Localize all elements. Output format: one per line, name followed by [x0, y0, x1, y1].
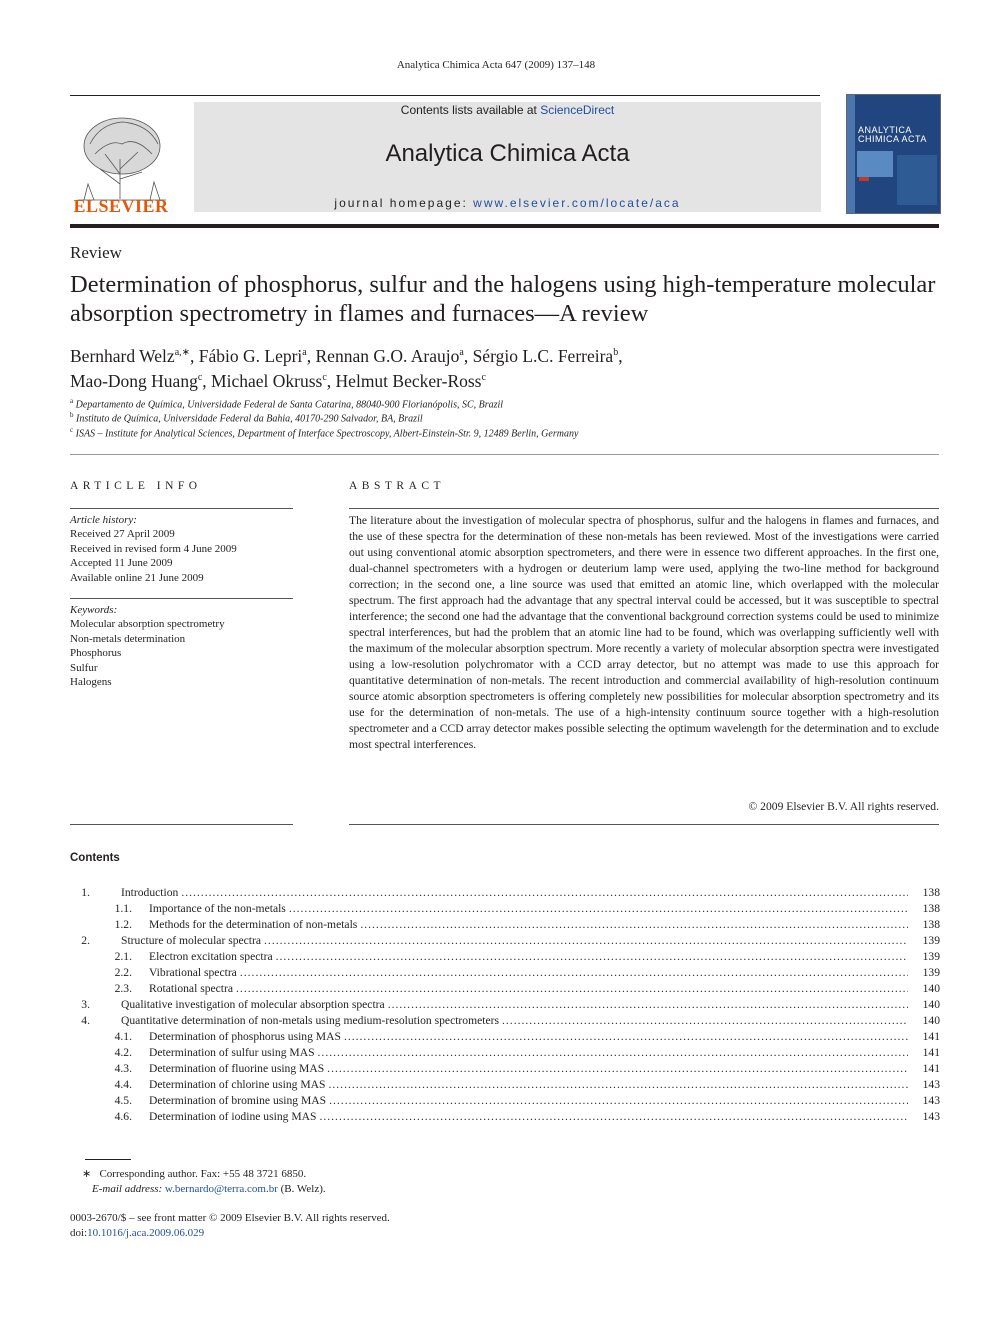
author-separator: , [618, 345, 623, 366]
toc-number: 1. [81, 886, 90, 899]
toc-title: Importance of the non-metals [149, 902, 286, 915]
toc-entry[interactable] [70, 917, 940, 933]
toc-title: Quantitative determination of non-metals using medium-resolution spectrometers [121, 1014, 499, 1027]
homepage-prefix: journal homepage: [334, 196, 474, 210]
contents-availability [194, 103, 821, 117]
author-separator: , [202, 370, 212, 391]
keyword: Halogens [70, 676, 112, 689]
journal-name: Analytica Chimica Acta [385, 140, 630, 167]
toc-title: Structure of molecular spectra [121, 934, 262, 947]
email-link[interactable]: w.bernardo@terra.com.br [164, 1182, 278, 1195]
author-affiliation-marker: c [322, 371, 327, 383]
author-affiliation-marker: a [459, 347, 464, 358]
toc-entry[interactable] [70, 1045, 940, 1061]
history-item: Received in revised form 4 June 2009 [70, 542, 237, 555]
toc-number: 2.3. [114, 982, 132, 995]
author-separator: , [190, 345, 199, 366]
author-affiliation-marker: a [302, 347, 307, 358]
toc-leader-dots [360, 917, 908, 933]
affiliation-a [70, 397, 503, 410]
toc-page-number: 143 [922, 1094, 940, 1107]
copyright-notice: © 2009 Elsevier B.V. All rights reserved. [748, 800, 939, 813]
toc-page-number: 138 [922, 902, 940, 915]
toc-number: 2.1. [114, 950, 132, 963]
toc-entry[interactable] [70, 981, 940, 997]
toc-page-number: 143 [922, 1078, 940, 1091]
elsevier-wordmark: ELSEVIER [73, 196, 169, 216]
toc-page-number: 140 [922, 982, 940, 995]
toc-leader-dots [328, 1077, 908, 1093]
toc-page-number: 138 [922, 918, 940, 931]
author-separator: , [306, 345, 316, 366]
author-list [70, 342, 940, 392]
footnote [70, 1167, 670, 1197]
cover-title [858, 126, 936, 144]
keyword: Non-metals determination [70, 632, 186, 645]
author-name: Sérgio L.C. Ferreira [472, 345, 614, 366]
footnote-rule [85, 1159, 131, 1160]
toc-page-number: 139 [922, 966, 940, 979]
toc-title: Determination of phosphorus using MAS [149, 1030, 341, 1043]
toc-number: 4.3. [114, 1062, 132, 1075]
journal-homepage [194, 196, 821, 210]
toc-number: 1.1. [114, 902, 132, 915]
front-matter-line: 0003-2670/$ – see front matter © 2009 Elsevier B.V. All rights reserved. [70, 1212, 390, 1224]
toc-title: Determination of iodine using MAS [149, 1110, 317, 1123]
affiliation-marker: a [70, 397, 74, 405]
abstract-heading: ABSTRACT [349, 480, 446, 492]
contents-heading: Contents [70, 852, 120, 864]
author-affiliation-marker: c [481, 371, 486, 383]
email-note [70, 1182, 670, 1197]
affiliation-text: Instituto de Química, Universidade Federal da Bahia, 40170-290 Salvador, BA, Brazil [76, 413, 423, 425]
cover-art-icon [847, 95, 940, 213]
toc-leader-dots [329, 1093, 908, 1109]
author-name: Helmut Becker-Ross [335, 370, 482, 391]
doi-label: doi: [70, 1227, 88, 1239]
toc-entry[interactable] [70, 949, 940, 965]
toc-entry[interactable] [70, 1077, 940, 1093]
toc-title: Determination of fluorine using MAS [149, 1062, 325, 1075]
toc-leader-dots [236, 981, 908, 997]
keyword: Phosphorus [70, 647, 122, 660]
corresponding-author-note [70, 1167, 670, 1182]
article-type: Review [70, 243, 122, 262]
toc-entry[interactable] [70, 885, 940, 901]
affiliation-marker: c [70, 426, 74, 434]
toc-leader-dots [502, 1013, 908, 1029]
toc-entry[interactable] [70, 1013, 940, 1029]
author-name: Fábio G. Lepri [198, 345, 303, 366]
toc-title: Introduction [121, 886, 179, 899]
affiliation-marker: b [70, 411, 74, 419]
info-rule [70, 824, 293, 825]
homepage-link[interactable]: www.elsevier.com/locate/aca [473, 196, 681, 210]
header-rule [70, 95, 820, 96]
toc-leader-dots [276, 949, 908, 965]
toc-entry[interactable] [70, 965, 940, 981]
footnote-marker: ∗ [82, 1168, 92, 1180]
toc-page-number: 140 [922, 1014, 940, 1027]
author-name: Bernhard Welz [70, 345, 175, 366]
info-rule [70, 598, 293, 599]
toc-leader-dots [388, 997, 908, 1013]
article-history [70, 513, 295, 585]
email-label: E-mail address: [92, 1182, 163, 1195]
toc-entry[interactable] [70, 1109, 940, 1125]
toc-number: 3. [81, 998, 90, 1011]
toc-page-number: 140 [922, 998, 940, 1011]
author-name: Michael Okruss [211, 370, 323, 391]
keyword: Molecular absorption spectrometry [70, 618, 225, 631]
toc-page-number: 139 [922, 934, 940, 947]
toc-title: Determination of chlorine using MAS [149, 1078, 326, 1091]
affiliation-b [70, 411, 423, 424]
history-label: Article history: [70, 514, 137, 526]
affiliation-text: ISAS – Institute for Analytical Sciences, Department of Interface Spectroscopy, Albert-Einstein-Str. 9, 12489 Berlin, Germany [75, 428, 579, 440]
affiliation-c [70, 426, 578, 439]
contents-prefix: Contents lists available at [400, 103, 541, 117]
info-rule [70, 508, 293, 509]
toc-entry[interactable] [70, 901, 940, 917]
toc-entry[interactable] [70, 1029, 940, 1045]
toc-leader-dots [181, 885, 908, 901]
masthead-rule [70, 224, 939, 228]
toc-page-number: 141 [922, 1062, 940, 1075]
abstract-rule [349, 508, 939, 509]
toc-page-number: 141 [922, 1046, 940, 1059]
toc-entry[interactable] [70, 933, 940, 949]
corresponding-text: Corresponding author. Fax: +55 48 3721 6850. [99, 1168, 307, 1180]
doi-line [70, 1226, 670, 1241]
doi-link[interactable]: 10.1016/j.aca.2009.06.029 [87, 1227, 205, 1239]
abstract-rule [349, 824, 939, 825]
toc-title: Vibrational spectra [149, 966, 237, 979]
toc-number: 4.4. [114, 1078, 132, 1091]
journal-cover-thumbnail [846, 94, 941, 214]
toc-leader-dots [327, 1061, 908, 1077]
toc-number: 2.2. [114, 966, 132, 979]
toc-title: Methods for the determination of non-metals [149, 918, 358, 931]
toc-page-number: 139 [922, 950, 940, 963]
history-item: Available online 21 June 2009 [70, 571, 204, 584]
author-separator: , [463, 345, 473, 366]
toc-entry[interactable] [70, 1093, 940, 1109]
affiliation-text: Departamento de Química, Universidade Federal de Santa Catarina, 88040-900 Florianópolis, SC, Brazil [75, 399, 504, 411]
history-item: Accepted 11 June 2009 [70, 557, 173, 570]
toc-entry[interactable] [70, 1061, 940, 1077]
keywords [70, 603, 295, 689]
toc-number: 4.5. [114, 1094, 132, 1107]
toc-entry[interactable] [70, 997, 940, 1013]
toc-leader-dots [264, 933, 908, 949]
toc-number: 4.6. [114, 1110, 132, 1123]
toc-title: Rotational spectra [149, 982, 234, 995]
author-affiliation-marker: b [613, 347, 619, 358]
table-of-contents [70, 885, 940, 1125]
toc-number: 1.2. [114, 918, 132, 931]
toc-leader-dots [289, 901, 908, 917]
sciencedirect-link[interactable]: ScienceDirect [540, 103, 615, 117]
keyword: Sulfur [70, 661, 98, 674]
toc-number: 4.1. [114, 1030, 132, 1043]
email-suffix: (B. Welz). [277, 1182, 326, 1195]
author-affiliation-marker: c [197, 371, 203, 383]
imprint [70, 1211, 670, 1241]
toc-title: Determination of sulfur using MAS [149, 1046, 315, 1059]
author-affiliation-marker: a,∗ [174, 347, 191, 358]
affiliation-rule [70, 454, 939, 455]
toc-title: Determination of bromine using MAS [149, 1094, 327, 1107]
abstract-text: The literature about the investigation of molecular spectra of phosphorus, sulfur and the halogens in flames and furnaces, and the use of these spectra for the determination of these non-metals has been reviewed. Most of the investigations were carried out using conventional atomic absorption spectrometers, and there were in essence two different approaches. In the first one, dual-channel spectrometers with a hydrogen or deuterium lamp were used, applying the two-line method for background correction; in the second one, a line source was used that emitted an atomic line, which overlapped with the molecular spectrum. The first approach had the advantage that any spectral interval could be accessed, but it was susceptible to spectral interference; the second one had the advantage that the conventional background correction systems could be used to minimize spectral interferences, but had the problem that an atomic line had to be found, which was overlapping sufficiently well with the maximum of the molecular absorption spectrum. More recently a variety of molecular absorption spectra were investigated using a low-resolution polychromator with a CCD array detector, but no attempt was made to use this approach for quantitative determination of non-metals. The recent introduction and commercial availability of high-resolution continuum source atomic absorption spectrometers is offering completely new possibilities for molecular absorption spectrometry and its use for the determination of non-metals. The use of a high-intensity continuum source together with a high-resolution spectrometer and a CCD array detector makes possible selecting the optimum wavelength for the determination and to exclude most spectral interferences. [349, 514, 939, 751]
article-info-heading: ARTICLE INFO [70, 480, 202, 492]
toc-page-number: 143 [922, 1110, 940, 1123]
toc-page-number: 141 [922, 1030, 940, 1043]
toc-number: 4. [81, 1014, 90, 1027]
toc-number: 4.2. [114, 1046, 132, 1059]
toc-leader-dots [344, 1029, 908, 1045]
cover-title-line1: ANALYTICA [858, 125, 912, 135]
article-title: Determination of phosphorus, sulfur and the halogens using high-temperature molecular absorption spectrometry in flames and furnaces—A review [70, 271, 936, 327]
running-head: Analytica Chimica Acta 647 (2009) 137–148 [396, 59, 596, 71]
toc-leader-dots [319, 1109, 908, 1125]
toc-leader-dots [240, 965, 908, 981]
toc-number: 2. [81, 934, 90, 947]
toc-title: Electron excitation spectra [149, 950, 273, 963]
toc-page-number: 138 [922, 886, 940, 899]
author-name: Mao-Dong Huang [70, 370, 198, 391]
author-separator: , [326, 370, 336, 391]
author-name: Rennan G.O. Araujo [315, 345, 460, 366]
history-item: Received 27 April 2009 [70, 528, 175, 541]
keywords-label: Keywords: [70, 604, 118, 616]
toc-leader-dots [318, 1045, 908, 1061]
cover-title-line2: CHIMICA ACTA [858, 134, 927, 144]
toc-title: Qualitative investigation of molecular absorption spectra [121, 998, 385, 1011]
